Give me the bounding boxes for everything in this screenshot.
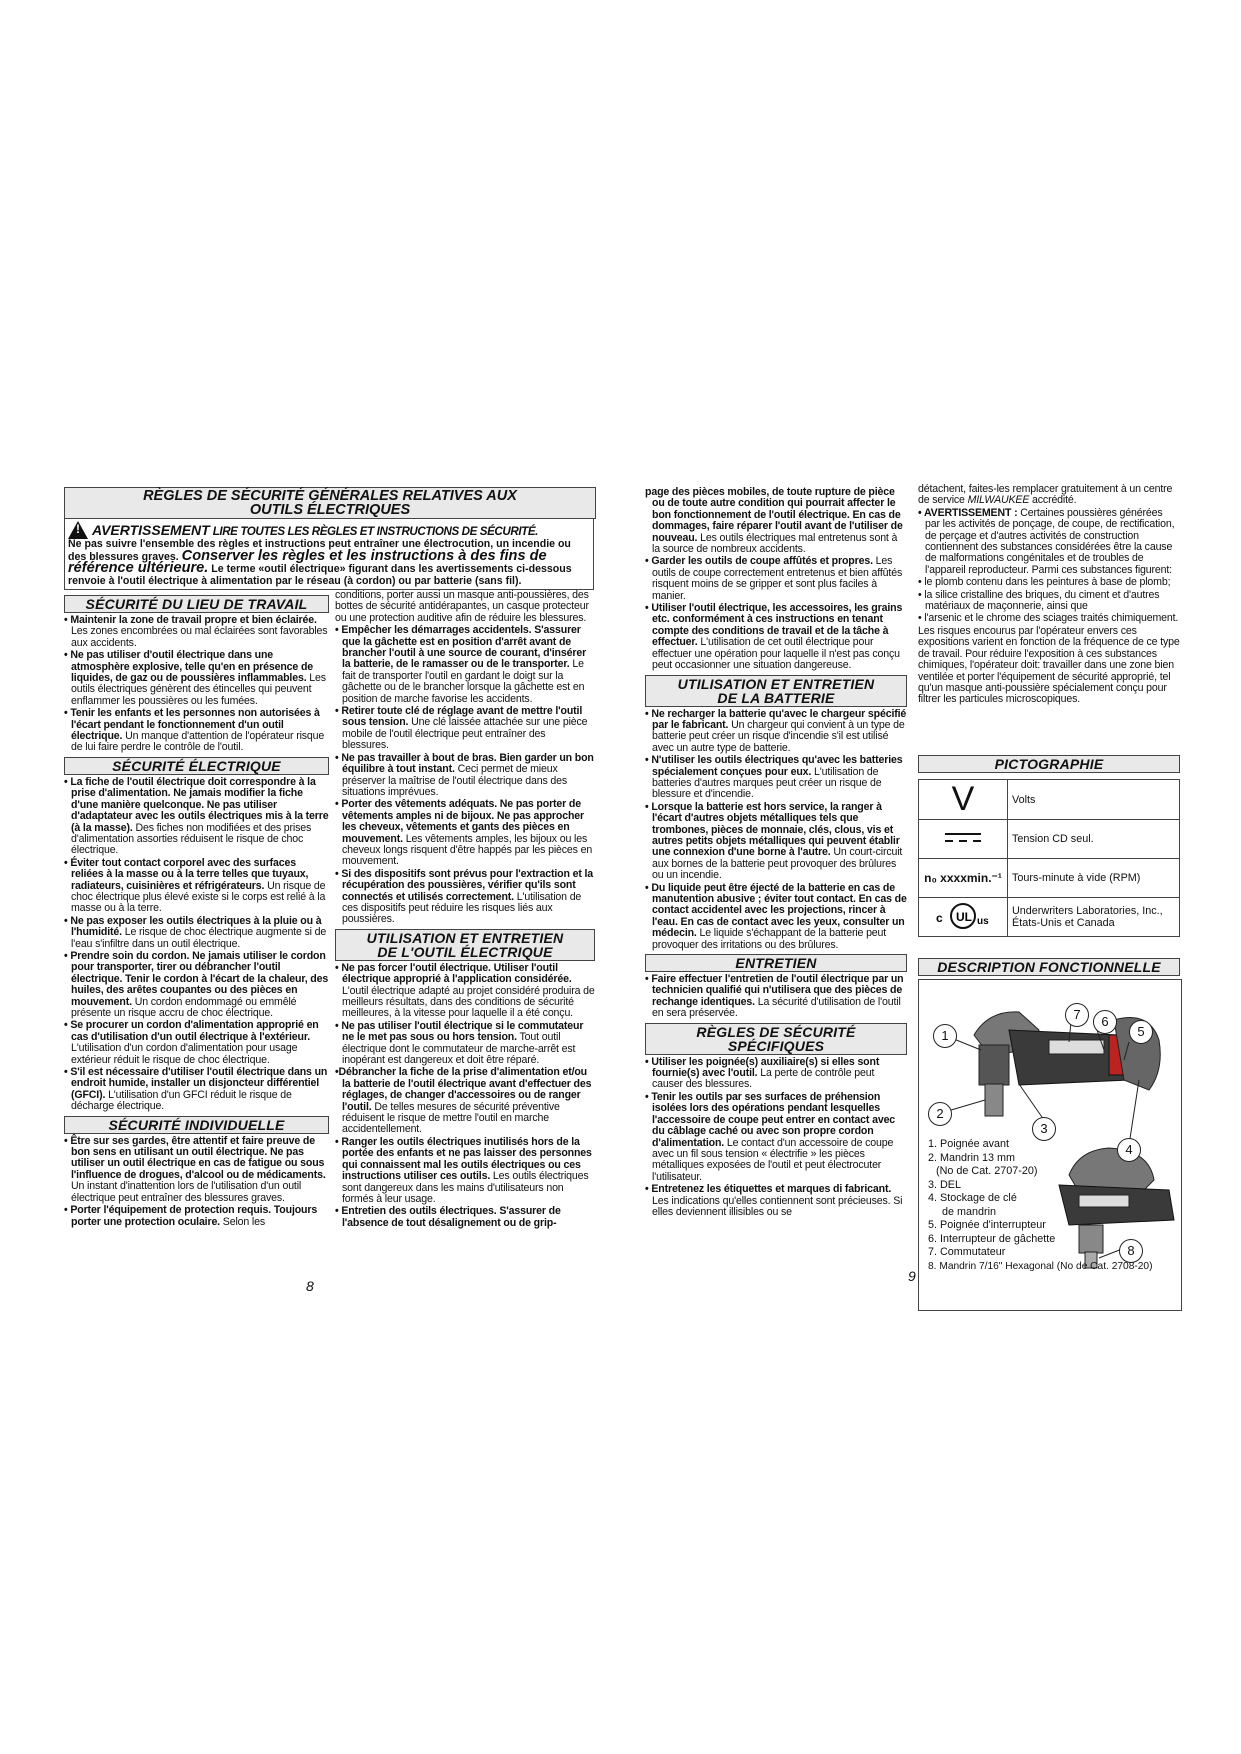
section-body: [645, 974, 907, 1020]
rule-bold-text: • Ne pas exposer les outils électriques à la pluie ou à l'humidité.: [64, 914, 322, 939]
rule-paragraph: [335, 753, 595, 799]
rule-normal-text: L'outil électrique adapté au projet considéré produira de meilleurs résultats, dans des conditions de sécurité meilleures, à la vitesse pour laquelle il a été conçu.: [342, 984, 595, 1020]
rule-paragraph: [645, 974, 907, 1020]
legend-item: 2. Mandrin 13 mm: [928, 1151, 1016, 1164]
rule-paragraph: [64, 708, 329, 754]
column-2: [335, 590, 595, 1230]
rule-normal-text: Tout outil électrique dont le commutateur de marche-arrêt est inopérant est dangereux et doit être réparé.: [342, 1031, 576, 1067]
substance-item: • la silice cristalline des briques, du ciment et d'autres matériaux de maçonnerie, ainsi que: [918, 588, 1160, 613]
rule-bold-text: • Ne pas utiliser l'outil électrique si le commutateur ne le met pas sous ou hors tension.: [335, 1019, 584, 1044]
table-row: [919, 898, 1180, 937]
drill-figure: [918, 979, 1182, 1311]
section-header: SÉCURITÉ DU LIEU DE TRAVAIL: [64, 595, 329, 613]
rule-bold-text: • Ne recharger la batterie qu'avec le chargeur spécifié par le fabricant.: [645, 707, 907, 731]
description-section: [918, 958, 1180, 1311]
rule-bold-text: • Porter des vêtements adéquats. Ne pas porter de vêtements amples ni de bijoux. Ne pas approcher les cheveux, vêtements et gants des pièces en mouvement.: [335, 798, 584, 845]
warning-label: • AVERTISSEMENT :: [918, 506, 1018, 519]
section-header: SÉCURITÉ ÉLECTRIQUE: [64, 757, 329, 775]
rule-bold-text: • Si des dispositifs sont prévus pour l'extraction et la récupération des poussières, vérifier qu'ils sont connectés et utilisés correctement.: [335, 867, 594, 903]
section-header: SÉCURITÉ INDIVIDUELLE: [64, 1116, 329, 1134]
callout-3: 3: [1032, 1117, 1056, 1141]
rule-paragraph: [64, 777, 329, 857]
rule-paragraph: [645, 755, 907, 801]
pictographie-header: PICTOGRAPHIE: [918, 755, 1180, 773]
rule-paragraph: [645, 487, 907, 555]
rule-paragraph: [335, 869, 595, 926]
page-number-left: 8: [306, 1278, 314, 1294]
substance-item: • le plomb contenu dans les peintures à base de plomb;: [918, 576, 1171, 589]
svg-text:us: us: [977, 915, 989, 927]
rule-normal-text: Un instant d'inattention lors de l'utilisation d'un outil électrique peut entraîner des blessures graves.: [71, 1180, 302, 1204]
rule-normal-text: L'utilisation d'un GFCI réduit le risque de décharge électrique.: [71, 1088, 292, 1113]
section-body: [335, 590, 595, 926]
rule-bold-text: • Entretien des outils électriques. S'assurer de l'absence de tout désalignement ou de grip-: [335, 1205, 561, 1229]
header-line: RÈGLES DE SÉCURITÉ: [696, 1023, 856, 1040]
rule-normal-text: L'utilisation de ces dispositifs peut réduire les risques liés aux poussières.: [342, 890, 582, 926]
rule-bold-text: • Empêcher les démarrages accidentels. S'assurer que la gâchette est en position d'arrêt avant de brancher l'outil à une source de courant, d'insérer la batterie, de le ramasser ou de le transporter.: [335, 624, 587, 671]
callout-5: 5: [1129, 1020, 1153, 1044]
header-line: ENTRETIEN: [735, 955, 817, 972]
rule-bold-text: • Éviter tout contact corporel avec des surfaces reliées à la masse ou à la terre telles que tuyaux, radiateurs, cuisinières et réfrigérateurs.: [64, 856, 309, 892]
rule-normal-text: Les zones encombrées ou mal éclairées sont favorables aux accidents.: [71, 625, 328, 649]
rule-normal-text: Le liquide s'échappant de la batterie peut provoquer des irritations ou des brûlures.: [652, 927, 887, 951]
pictographie-table: [918, 779, 1180, 937]
callout-4: 4: [1117, 1138, 1141, 1162]
rule-normal-text: Un chargeur qui convient à un type de batterie peut créer un risque d'incendie s'il est utilisé avec un autre type de batterie.: [652, 718, 905, 754]
warning-word: AVERTISSEMENT: [92, 522, 210, 538]
legend-item: 4. Stockage de clé: [928, 1192, 1017, 1204]
brand-name: MILWAUKEE: [967, 494, 1030, 507]
section-header: [645, 954, 907, 972]
section-header: [645, 675, 907, 707]
rule-normal-text: Une clé laissée attachée sur une pièce mobile de l'outil électrique peut entraîner des blessures.: [342, 716, 588, 752]
rule-bold-text: • Maintenir la zone de travail propre et bien éclairée.: [64, 614, 317, 626]
rule-normal-text: Les outils de coupe correctement entretenus et bien affûtés risquent moins de se gripper et sont plus faciles à manier.: [652, 555, 903, 602]
section-body: [645, 1057, 907, 1219]
warning-box: [64, 518, 594, 590]
callout-8: 8: [1119, 1239, 1143, 1263]
rule-bold-text: • Utiliser les poignée(s) auxiliaire(s) si elles sont fournie(s) avec l'outil.: [645, 1055, 880, 1080]
rule-bold-text: • Se procurer un cordon d'alimentation approprié en cas d'utilisation d'un outil électrique à l'extérieur.: [64, 1019, 319, 1043]
rule-paragraph: [64, 916, 329, 950]
dc-current-icon: [919, 820, 1008, 859]
header-line: DE LA BATTERIE: [717, 689, 835, 706]
warning-text-1: Ne pas suivre l'ensemble des règles et instructions peut entraîner une électrocution, un incendie ou des blessures graves.: [68, 538, 571, 563]
column-1: [64, 592, 329, 1229]
rule-paragraph: [645, 883, 907, 951]
rule-normal-text: Un manque d'attention de l'opérateur risque de lui faire perdre le contrôle de l'outil.: [71, 730, 325, 754]
rule-normal-text: La perte de contrôle peut causer des blessures.: [652, 1067, 875, 1091]
page-number-right: 9: [908, 1268, 916, 1284]
main-title-line-2: OUTILS ÉLECTRIQUES: [249, 502, 411, 518]
rule-paragraph: [335, 590, 595, 624]
rule-paragraph: [335, 1021, 595, 1067]
rule-paragraph: [335, 963, 595, 1020]
ul-label: Underwriters Laboratories, Inc., États-Unis et Canada: [1008, 898, 1180, 937]
section-body: [645, 709, 907, 952]
rule-paragraph: [64, 650, 329, 707]
svg-text:c: c: [936, 910, 943, 925]
rule-paragraph: [64, 1136, 329, 1204]
rule-bold-text: • Porter l'équipement de protection requis. Toujours porter une protection oculaire.: [64, 1204, 318, 1228]
warning-lead: LIRE TOUTES LES RÈGLES ET INSTRUCTIONS DE SÉCURITÉ.: [212, 525, 538, 538]
table-row: [919, 820, 1180, 859]
rule-normal-text: La sécurité d'utilisation de l'outil en sera préservée.: [652, 995, 901, 1020]
rule-normal-text: Le risque de choc électrique augmente si de l'eau s'infiltre dans un outil électrique.: [71, 926, 327, 950]
rule-bold-text: • Ne pas utiliser d'outil électrique dans une atmosphère explosive, telle qu'en en présence de liquides, de gaz ou de poussières inflammables.: [64, 649, 314, 685]
rule-paragraph: [335, 1137, 595, 1205]
rule-normal-text: Selon les: [222, 1215, 266, 1228]
warning-body: Certaines poussières générées par les activités de ponçage, de coupe, de rectification, de perçage et d'autres activités de construction contiennent des substances considérées être la cause de malformations congénitales et de troubles de l'appareil reproducteur. Parmi ces substances figurent:: [925, 506, 1175, 576]
callout-7: 7: [1065, 1003, 1089, 1027]
rule-normal-text: Les outils électriques mal entretenus sont à la source de nombreux accidents.: [652, 531, 898, 556]
legend-item: (No de Cat. 2707-20): [936, 1165, 1038, 1177]
rule-paragraph: [64, 858, 329, 915]
legend-item: 5. Poignée d'interrupteur: [928, 1219, 1046, 1231]
svg-text:UL: UL: [956, 909, 972, 924]
rule-paragraph: [64, 951, 329, 1019]
rule-bold-text: • La fiche de l'outil électrique doit correspondre à la prise d'alimentation. Ne jamais modifier la fiche d'une manière quelconque. Ne pas utiliser d'adaptateur avec les outils électriques mis à la terre (à la masse).: [64, 775, 329, 834]
table-row: [919, 859, 1180, 898]
rule-bold-text: • Ne pas forcer l'outil électrique. Utiliser l'outil électrique approprié à l'application considérée.: [335, 961, 572, 986]
section-body: [64, 1136, 329, 1228]
legend-item: 1. Poignée avant: [928, 1138, 1010, 1150]
warning-italic: Conserver les règles et les instructions à des fins de référence ultérieure.: [68, 547, 547, 577]
substance-item: • l'arsenic et le chrome des sciages traités chimiquement.: [918, 612, 1179, 625]
rule-paragraph: [645, 1184, 907, 1218]
rule-bold-text: • S'il est nécessaire d'utiliser l'outil électrique dans un endroit humide, installer un disjoncteur différentiel (GFCI).: [64, 1066, 328, 1101]
exposure-paragraph: Les risques encourus par l'opérateur envers ces expositions varient en fonction de la fréquence de ce type de travail. Pour réduire l'exposition à ces substances chimiques, l'opérateur doit: travailler dans une zone bien ventilée et porter l'équipement de sécurité approprié, tel qu'un masque anti-poussière spécialement conçu pour filtrer les particules microscopiques.: [918, 624, 1180, 706]
section-body: [335, 963, 595, 1229]
rule-normal-text: Les outils électriques génèrent des étincelles qui peuvent enflammer les poussières ou les fumées.: [71, 672, 326, 707]
legend-item: 7. Commutateur: [928, 1246, 1006, 1258]
warning-text-2: Le terme «outil électrique» figurant dans les avertissements ci-dessous renvoie à l'outil électrique à alimentation par le réseau (à cordon) ou par batterie (sans fil).: [68, 563, 572, 587]
rule-normal-text: Les outils électriques sont dangereux dans les mains d'utilisateurs non formés à leur usage.: [342, 1170, 589, 1205]
main-title: [64, 487, 596, 519]
ul-listing-icon: [919, 898, 1008, 937]
rule-bold-text: •Débrancher la fiche de la prise d'alimentation et/ou la batterie de l'outil électrique avant d'effectuer des réglages, de changer d'accessoires ou de ranger l'outil.: [335, 1066, 592, 1113]
rule-bold-text: • Ne pas travailler à bout de bras. Bien garder un bon équilibre à tout instant.: [335, 751, 594, 776]
intro-text: détachent, faites-les remplacer gratuitement à un centre de service: [918, 483, 1173, 507]
rule-paragraph: [645, 709, 907, 755]
rule-bold-text: • Ranger les outils électriques inutilisés hors de la portée des enfants et ne pas laisser des personnes qui connaissent mal les outils électriques ou ces instructions utiliser ces outils.: [335, 1135, 592, 1183]
warning-paragraph: [918, 508, 1180, 576]
rule-paragraph: [335, 706, 595, 752]
rule-normal-text: Un cordon endommagé ou emmêlé présente un risque accru de choc électrique.: [71, 995, 297, 1019]
callout-2: 2: [928, 1102, 952, 1126]
intro-paragraph: [918, 484, 1180, 507]
volts-label: Volts: [1008, 780, 1180, 820]
description-header: DESCRIPTION FONCTIONNELLE: [918, 958, 1180, 976]
rule-paragraph: [645, 1092, 907, 1183]
warning-triangle-icon: [68, 521, 88, 539]
volts-symbol: V: [919, 780, 1008, 820]
rule-bold-text: • Du liquide peut être éjecté de la batterie en cas de manutention abusive ; éviter tout contact. En cas de contact accidentel avec les projections, rincer à l'eau. En cas de contact avec les yeux, consulter un médecin.: [645, 881, 907, 940]
callout-1: 1: [933, 1024, 957, 1048]
section-body: [64, 615, 329, 754]
rule-normal-text: L'utilisation de batteries d'autres marques peut créer un risque de blessure et d'incendie.: [652, 765, 882, 801]
rule-paragraph: [64, 615, 329, 649]
main-title-line-1: RÈGLES DE SÉCURITÉ GÉNÉRALES RELATIVES AUX: [143, 488, 517, 504]
rule-paragraph: [335, 625, 595, 705]
rule-normal-text: L'utilisation d'un cordon d'alimentation pour usage extérieur réduit le risque de choc électrique.: [71, 1042, 298, 1066]
rule-paragraph: [645, 603, 907, 671]
rule-normal-text: Un court-circuit aux bornes de la batterie peut provoquer des brûlures ou un incendie.: [652, 846, 903, 882]
column-3: [645, 487, 907, 1219]
rule-normal-text: Les vêtements amples, les bijoux ou les cheveux longs risquent d'être happés par les pièces en mouvement.: [342, 832, 593, 868]
rule-bold-text: • Faire effectuer l'entretien de l'outil électrique par un technicien qualifié qui n'utilisera que des pièces de rechange identiques.: [645, 973, 904, 1008]
rule-paragraph: [64, 1067, 329, 1113]
pictographie-section: [918, 755, 1180, 937]
rule-paragraph: [645, 802, 907, 882]
rule-paragraph: [64, 1205, 329, 1228]
rule-bold-text: • Prendre soin du cordon. Ne jamais utiliser le cordon pour transporter, tirer ou débrancher l'outil électrique. Tenir le cordon à l'écart de la chaleur, des huiles, des arêtes coupantes ou des pièces en mouvement.: [64, 949, 329, 1008]
section-body: [645, 487, 907, 672]
legend-item: 8. Mandrin 7/16" Hexagonal (No de Cat. 2708-20): [928, 1260, 1153, 1272]
rule-normal-text: Le fait de transporter l'outil en gardant le doigt sur la gâchette ou de le brancher lorsque la gâchette est en position de marche favorise les accidents.: [342, 658, 585, 705]
rule-normal-text: Ceci permet de mieux préserver la maîtrise de l'outil électrique dans des situations imprévues.: [342, 763, 568, 798]
rule-paragraph: [645, 556, 907, 602]
table-row: [919, 780, 1180, 820]
section-header: [645, 1023, 907, 1055]
header-line: UTILISATION ET ENTRETIEN: [677, 675, 875, 692]
section-header: [335, 929, 595, 961]
dc-label: Tension CD seul.: [1008, 820, 1180, 859]
rule-bold-text: • Tenir les enfants et les personnes non autorisées à l'écart pendant le fonctionnement d'un outil électrique.: [64, 707, 320, 743]
rule-bold-text: • Garder les outils de coupe affûtés et propres.: [645, 555, 873, 568]
rule-normal-text: Des fiches non modifiées et des prises d'alimentation assorties réduisent le risque de choc électrique.: [71, 821, 312, 857]
rule-paragraph: [335, 799, 595, 867]
rpm-symbol: n₀ xxxxmin.⁻¹: [919, 859, 1008, 898]
rule-bold-text: • Lorsque la batterie est hors service, la ranger à l'écart d'autres objets métalliques tels que trombones, pièces de monnaie, clés, clous, vis et autres petits objets métalliques qui peuvent établir une connexion d'une borne à l'autre.: [645, 800, 900, 859]
rule-bold-text: • Être sur ses gardes, être attentif et faire preuve de bon sens en utilisant un outil électrique. Ne pas utiliser un outil électrique en cas de fatigue ou sous l'influence de drogues, d'alcool ou de médicaments.: [64, 1134, 326, 1181]
rule-bold-text: • N'utiliser les outils électriques qu'avec les batteries spécialement conçues pour eux.: [645, 754, 903, 778]
section-body: [64, 777, 329, 1113]
intro-text-end: accrédité.: [1032, 494, 1077, 507]
rule-normal-text: Le contact d'un accessoire de coupe avec un fil sous tension « électrifie » les pièces métalliques exposées de l'outil et peut électrocuter l'utilisateur.: [652, 1136, 894, 1183]
legend-item: de mandrin: [942, 1205, 997, 1218]
figure-legend: [928, 1138, 1152, 1273]
rule-normal-text: Les indications qu'elles contiennent sont précieuses. Si elles deviennent illisibles ou se: [652, 1194, 903, 1218]
header-line: UTILISATION ET ENTRETIEN: [366, 929, 564, 946]
rule-normal-text: De telles mesures de sécurité préventive réduisent le risque de mettre l'outil en marche accidentellement.: [342, 1100, 560, 1136]
rule-normal-text: conditions, porter aussi un masque anti-poussières, des bottes de sécurité antidérapantes, un casque protecteur ou une protection auditive afin de réduire les blessures.: [335, 589, 589, 624]
header-line: DE L'OUTIL ÉLECTRIQUE: [377, 943, 553, 960]
rule-bold-text: • Retirer toute clé de réglage avant de mettre l'outil sous tension.: [335, 705, 583, 729]
rule-paragraph: [335, 1067, 595, 1135]
column-4: [918, 484, 1180, 707]
rule-paragraph: [335, 1206, 595, 1229]
rule-normal-text: Un risque de choc électrique plus élevé existe si le corps est relié à la masse ou à la terre.: [71, 879, 326, 915]
rule-bold-text: page des pièces mobiles, de toute rupture de pièce ou de toute autre condition qui pourrait affecter le bon fonctionnement de l'outil électrique. En cas de dommages, faire réparer l'outil avant de l'utiliser de nouveau.: [645, 486, 903, 544]
header-line: SPÉCIFIQUES: [727, 1037, 825, 1054]
rule-bold-text: • Tenir les outils par ses surfaces de préhension isolées lors des opérations pendant lesquelles l'accessoire de coupe peut entrer en contact avec du câblage caché ou avec son propre cordon d'alimentation.: [645, 1090, 896, 1149]
callout-6: 6: [1093, 1010, 1117, 1034]
rule-normal-text: L'utilisation de cet outil électrique pour effectuer une opération pour laquelle il n'est pas conçu peut occasionner une situation dangereuse.: [652, 636, 900, 672]
rule-bold-text: • Utiliser l'outil électrique, les accessoires, les grains etc. conformément à ces instructions en tenant compte des conditions de travail et de la tâche à effectuer.: [645, 602, 903, 649]
rule-paragraph: [645, 1057, 907, 1091]
legend-item: 6. Interrupteur de gâchette: [928, 1232, 1056, 1245]
rpm-label: Tours-minute à vide (RPM): [1008, 859, 1180, 898]
rule-paragraph: [64, 1020, 329, 1066]
rule-bold-text: • Entretenez les étiquettes et marques di fabricant.: [645, 1183, 892, 1196]
legend-item: 3. DEL: [928, 1178, 962, 1191]
